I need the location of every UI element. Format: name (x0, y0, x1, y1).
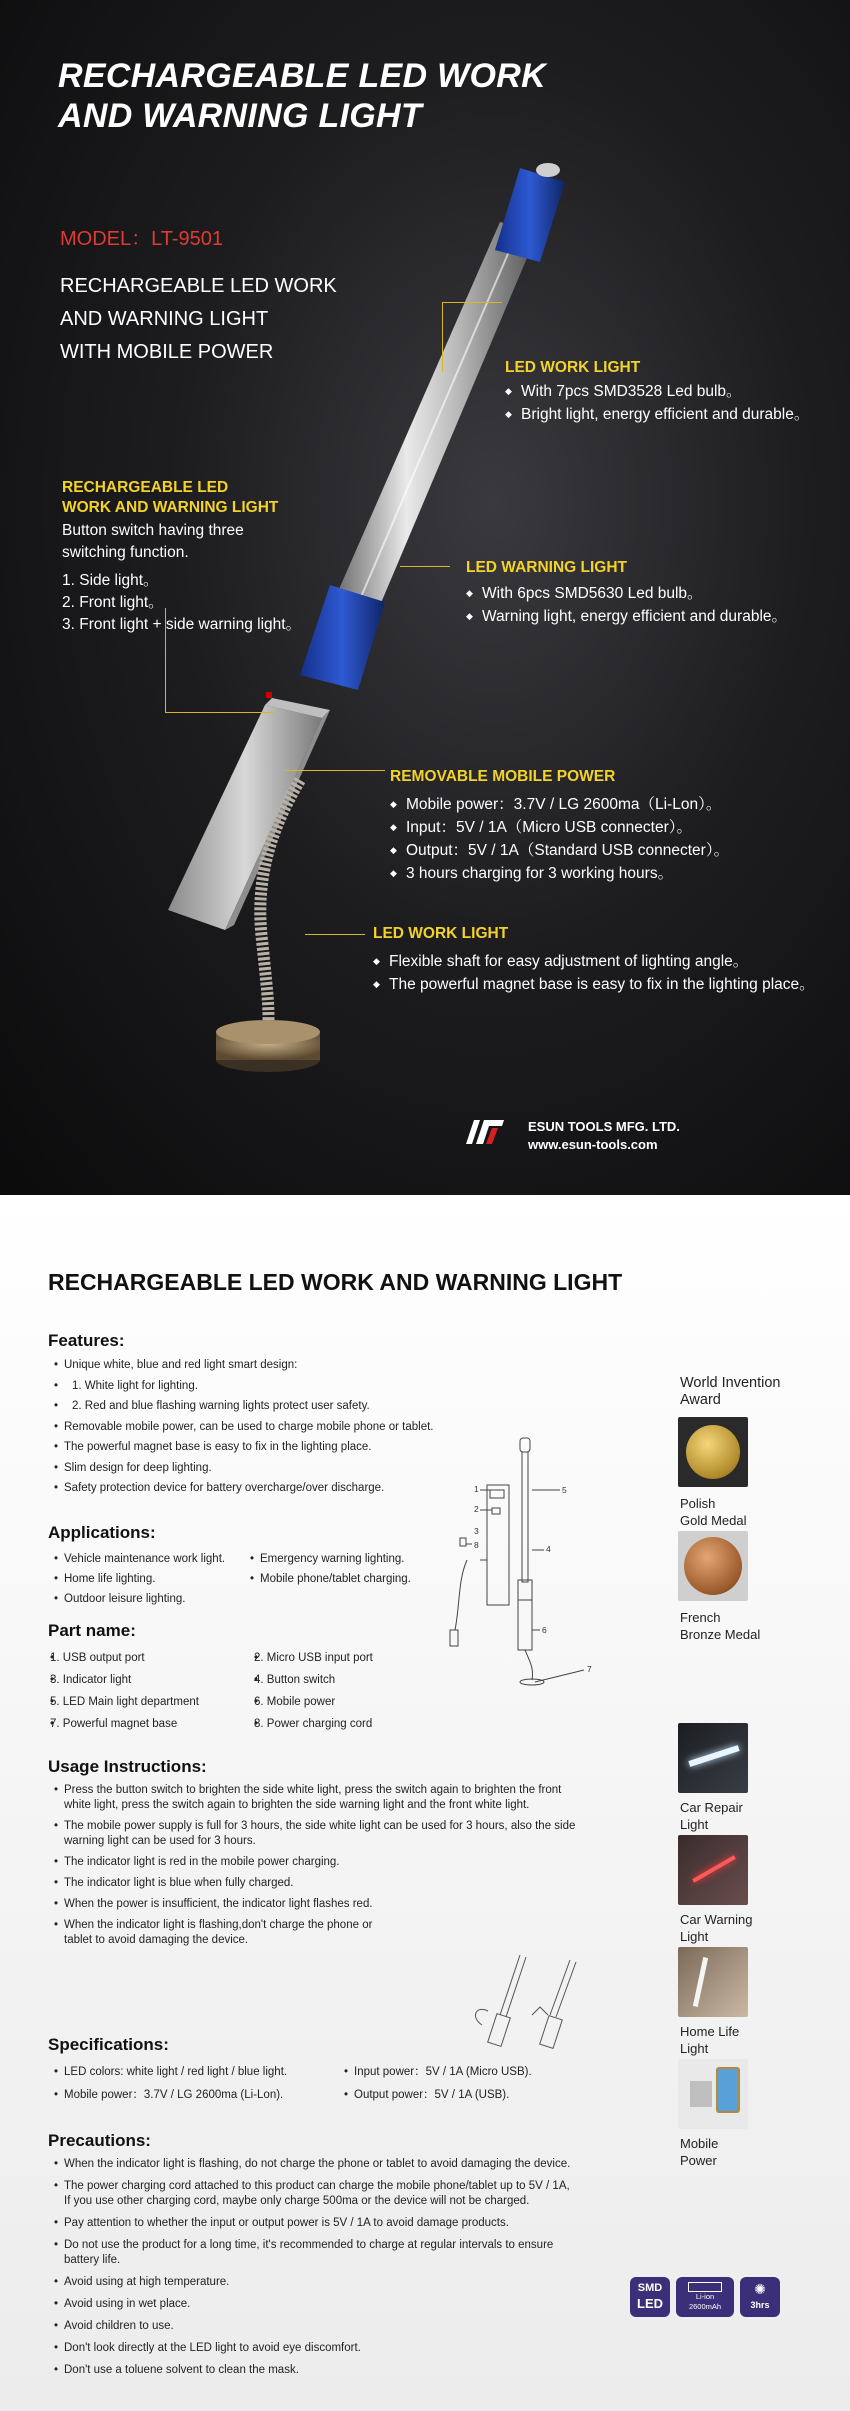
list-item: • 2. Micro USB input port (254, 1647, 454, 1669)
bronze-medal-image (678, 1531, 748, 1601)
use1-line2: Light (680, 1817, 709, 1832)
hours-badge (740, 2277, 780, 2317)
callout-item: ◆ Input：5V / 1A（Micro USB connecter）。 (390, 816, 729, 839)
product-poster (0, 0, 850, 1195)
gold-medal-image (678, 1417, 748, 1487)
list-item: • 2. Red and blue flashing warning lights protect user safety. (54, 1396, 614, 1417)
diagram-number: 4 (546, 1544, 551, 1554)
use4-label (680, 2135, 718, 2169)
callout-led-warning-light (466, 558, 787, 628)
award1-line1: Polish (680, 1496, 716, 1511)
callout-line (442, 302, 443, 372)
car-repair-image (678, 1723, 748, 1793)
specs-list-left (54, 2061, 354, 2107)
badge-led-text: LED (637, 2296, 663, 2311)
list-item: • 3. Indicator light (50, 1669, 250, 1691)
list-item: • Do not use the product for a long time, it's recommended to charge at regular intervals to ensure battery life. (54, 2238, 574, 2268)
callout-line (400, 566, 450, 567)
callout-title: LED WORK LIGHT (505, 359, 641, 376)
use2-line2: Light (680, 1929, 709, 1944)
callout-item: ◆ 3 hours charging for 3 working hours。 (390, 862, 729, 885)
poster-title-line2: AND WARNING LIGHT (58, 97, 422, 135)
applications-list-right (250, 1549, 470, 1589)
callout-line (285, 770, 385, 771)
award2-line2: Bronze Medal (680, 1627, 761, 1642)
award1-line2: Gold Medal (680, 1513, 747, 1528)
top-blue-cap (495, 163, 565, 262)
diagram-number: 3 (474, 1526, 479, 1536)
diagram-number: 5 (562, 1485, 567, 1495)
magnet-base (216, 1020, 320, 1072)
callout-item: ◆ Warning light, energy efficient and durable。 (466, 605, 787, 628)
list-item: • Vehicle maintenance work light. (54, 1549, 274, 1569)
list-item: • Removable mobile power, can be used to charge mobile phone or tablet. (54, 1417, 614, 1438)
light-icon: ✺ (754, 2281, 766, 2297)
callout-rechargeable (62, 478, 301, 636)
subtitle-line2: AND WARNING LIGHT (60, 308, 269, 330)
car-warning-image (678, 1835, 748, 1905)
model-number: MODEL：LT-9501 (60, 228, 224, 250)
list-item: • Don't look directly at the LED light to avoid eye discomfort. (54, 2341, 574, 2356)
list-item: • Avoid using at high temperature. (54, 2275, 574, 2290)
list-item: • Output power：5V / 1A (USB). (344, 2084, 604, 2107)
subtitle-line1: RECHARGEABLE LED WORK (60, 275, 337, 297)
list-item: • Home life lighting. (54, 1569, 274, 1589)
list-item: • 4. Button switch (254, 1669, 454, 1691)
list-item: • Input power：5V / 1A (Micro USB). (344, 2061, 604, 2084)
use3-label (680, 2023, 739, 2057)
parts-list-right (254, 1647, 454, 1735)
list-item: • The powerful magnet base is easy to fix in the lighting place. (54, 1437, 614, 1458)
callout-led-work-light-top (505, 358, 809, 426)
list-item: • Mobile power：3.7V / LG 2600ma (Li-Lon). (54, 2084, 354, 2107)
callout-item: ◆ The powerful magnet base is easy to fix in the lighting place。 (373, 973, 815, 996)
diagram-number: 7 (587, 1664, 592, 1674)
applications-list-left (54, 1549, 274, 1609)
diagram-cap (520, 1438, 530, 1452)
callout-item: 3. Front light + side warning light。 (62, 616, 302, 633)
callout-desc: Button switch having three (62, 522, 244, 539)
list-item: • 1. USB output port (50, 1647, 250, 1669)
award-heading (680, 1375, 780, 1409)
callout-title: REMOVABLE MOBILE POWER (390, 768, 616, 785)
list-item: • When the indicator light is flashing, do not charge the phone or tablet to avoid damaging the device. (54, 2157, 574, 2172)
list-item: • Avoid using in wet place. (54, 2297, 574, 2312)
mobile-power-handle (168, 698, 330, 930)
callout-title: WORK AND WARNING LIGHT (62, 499, 279, 516)
callout-led-work-light-bottom (373, 924, 815, 996)
list-item: • Press the button switch to brighten the side white light, press the switch again to brighten the front white light, press the switch again to brighten the side warning light and the front white light. (54, 1783, 576, 1813)
company-website: www.esun-tools.com (528, 1137, 658, 1152)
list-item: • Safety protection device for battery overcharge/over discharge. (54, 1478, 614, 1499)
part-diagram (440, 1430, 620, 1690)
precautions-list (54, 2157, 574, 2378)
company-logo (458, 1114, 508, 1150)
logo-icon (458, 1114, 508, 1150)
use3-line2: Light (680, 2041, 709, 2056)
award2-label (680, 1609, 760, 1643)
callout-title: LED WORK LIGHT (373, 925, 509, 942)
award-heading-line1: World Invention (680, 1375, 781, 1391)
list-item: • Don't use a toluene solvent to clean the mask. (54, 2363, 574, 2378)
usage-list (54, 1783, 576, 1948)
list-item: • Outdoor leisure lighting. (54, 1589, 274, 1609)
award-heading-line2: Award (680, 1392, 721, 1408)
list-item: • When the power is insufficient, the indicator light flashes red. (54, 1897, 576, 1912)
company-name: ESUN TOOLS MFG. LTD. (528, 1119, 680, 1134)
indicator-light (266, 692, 272, 698)
specs-list-right (344, 2061, 604, 2107)
list-item: • 5. LED Main light department (50, 1691, 250, 1713)
usage-heading: Usage Instructions: (48, 1757, 207, 1776)
use1-line1: Car Repair (680, 1800, 743, 1815)
callout-item: ◆ Bright light, energy efficient and durable。 (505, 403, 809, 426)
callout-title: RECHARGEABLE LED (62, 479, 229, 496)
callout-item: ◆ Flexible shaft for easy adjustment of lighting angle。 (373, 950, 815, 973)
list-item: • Slim design for deep lighting. (54, 1458, 614, 1479)
use4-line1: Mobile (680, 2136, 719, 2151)
list-item: • Emergency warning lighting. (250, 1549, 470, 1569)
callout-title: LED WARNING LIGHT (466, 559, 628, 576)
home-life-image (678, 1947, 748, 2017)
use1-label (680, 1799, 743, 1833)
badge-hrs-text: 3hrs (750, 2300, 770, 2310)
award1-label (680, 1495, 746, 1529)
callout-removable-mobile-power (390, 767, 729, 885)
smd-led-badge (630, 2277, 670, 2317)
callout-item: ◆ Mobile power：3.7V / LG 2600ma（Li-Lon）。 (390, 793, 729, 816)
callout-item: ◆ Output：5V / 1A（Standard USB connecter）。 (390, 839, 729, 862)
list-item: • The indicator light is blue when fully charged. (54, 1876, 576, 1891)
list-item: • The power charging cord attached to this product can charge the mobile phone/tablet up to 5V / 1A, If you use other charging cord, maybe only charge 500ma or the device will not be charged. (54, 2179, 574, 2209)
features-heading: Features: (48, 1331, 125, 1350)
badge-li-text: Li-ion (695, 2292, 715, 2301)
usage-sketch (470, 1945, 610, 2055)
diagram-number: 8 (474, 1540, 479, 1550)
callout-line (442, 302, 502, 303)
callout-desc: switching function. (62, 544, 189, 561)
poster-title-line1: RECHARGEABLE LED WORK (58, 57, 546, 95)
list-item: • The indicator light is red in the mobile power charging. (54, 1855, 576, 1870)
list-item: • Mobile phone/tablet charging. (250, 1569, 470, 1589)
diagram-number: 2 (474, 1504, 479, 1514)
battery-icon (688, 2282, 722, 2292)
list-item: • 8. Power charging cord (254, 1713, 454, 1735)
specifications-heading: Specifications: (48, 2035, 169, 2054)
list-item: • 7. Powerful magnet base (50, 1713, 250, 1735)
callout-item: 2. Front light。 (62, 594, 164, 611)
award2-line1: French (680, 1610, 721, 1625)
list-item: • 6. Mobile power (254, 1691, 454, 1713)
badge-smd-text: SMD (637, 2282, 663, 2294)
list-item: • Pay attention to whether the input or output power is 5V / 1A to avoid damage products. (54, 2216, 574, 2231)
use4-line2: Power (680, 2153, 717, 2168)
diagram-number: 6 (542, 1625, 547, 1635)
list-item: • The mobile power supply is full for 3 hours, the side white light can be used for 3 hours, also the side warning light can be used for 3 hours. (54, 1819, 576, 1849)
callout-item: ◆ With 7pcs SMD3528 Led bulb。 (505, 380, 809, 403)
list-item: • When the indicator light is flashing,don't charge the phone or tablet to avoid damaging the device. (54, 1918, 384, 1948)
list-item: • LED colors: white light / red light / blue light. (54, 2061, 354, 2084)
callout-item: 1. Side light。 (62, 572, 159, 589)
use3-line1: Home Life (680, 2024, 740, 2039)
battery-badge (676, 2277, 734, 2317)
precautions-heading: Precautions: (48, 2131, 151, 2150)
use2-line1: Car Warning (680, 1912, 753, 1927)
subtitle-line3: WITH MOBILE POWER (60, 341, 274, 363)
spec-sheet (0, 1195, 850, 2411)
diagram-number: 1 (474, 1484, 479, 1494)
list-item: • Avoid children to use. (54, 2319, 574, 2334)
badge-mah-text: 2600mAh (688, 2302, 722, 2311)
mobile-power-image (678, 2059, 748, 2129)
callout-line (165, 712, 275, 713)
list-item: • 1. White light for lighting. (54, 1376, 614, 1397)
list-item: • Unique white, blue and red light smart design: (54, 1355, 614, 1376)
part-name-heading: Part name: (48, 1621, 136, 1640)
applications-heading: Applications: (48, 1523, 156, 1542)
spec-title: RECHARGEABLE LED WORK AND WARNING LIGHT (48, 1269, 623, 1295)
use2-label (680, 1911, 752, 1945)
callout-line (305, 934, 365, 935)
parts-list-left (50, 1647, 250, 1735)
callout-item: ◆ With 6pcs SMD5630 Led bulb。 (466, 582, 787, 605)
